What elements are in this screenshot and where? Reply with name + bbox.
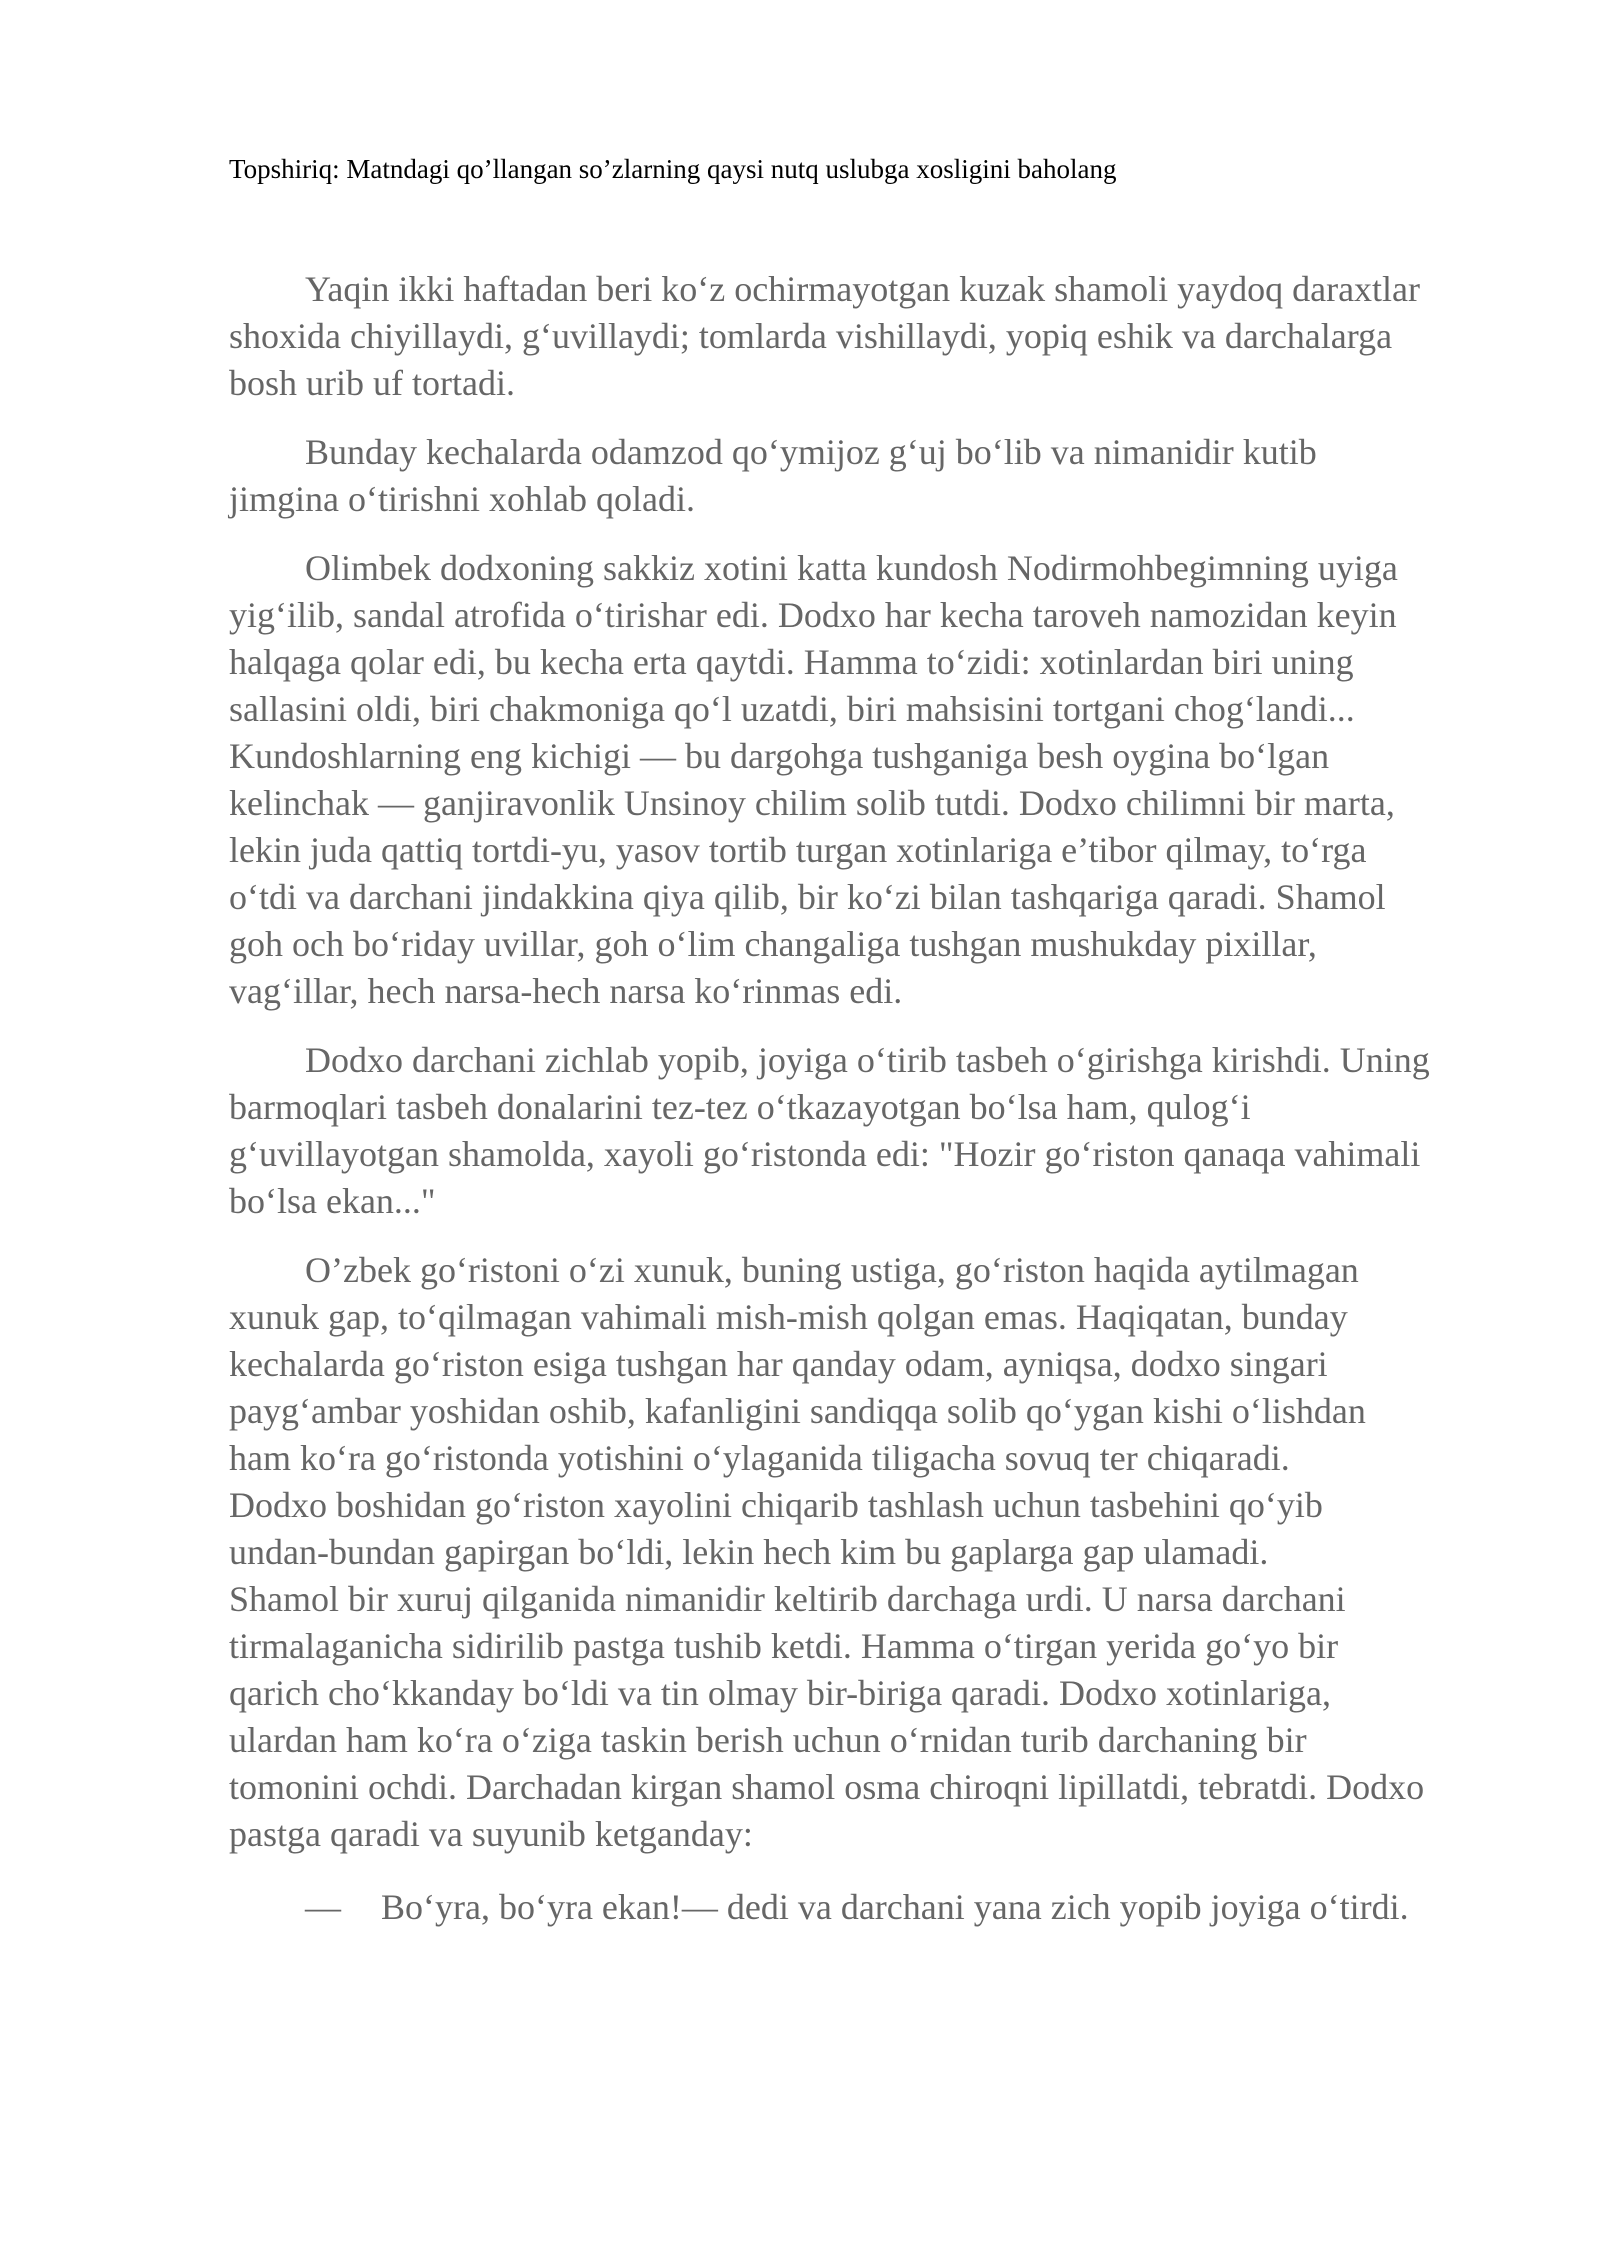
- text-line: payg‘ambar yoshidan oshib, kafanligini sandiqqa solib qo‘ygan kishi o‘lishdan: [229, 1391, 1366, 1431]
- paragraph-2: [229, 429, 1499, 523]
- text-line: bosh urib uf tortadi.: [229, 363, 515, 403]
- text-line: O’zbek go‘ristoni o‘zi xunuk, buning ustiga, go‘riston haqida aytilmagan: [305, 1250, 1359, 1290]
- text-line: pastga qaradi va suyunib ketganday:: [229, 1814, 753, 1854]
- text-line: o‘tdi va darchani jindakkina qiya qilib, bir ko‘zi bilan tashqariga qaradi. Shamol: [229, 877, 1386, 917]
- paragraph-5: [229, 1247, 1499, 1858]
- text-line: g‘uvillayotgan shamolda, xayoli go‘ristonda edi: "Hozir go‘riston qanaqa vahimali: [229, 1134, 1421, 1174]
- paragraph-3: [229, 545, 1499, 1015]
- text-line: jimgina o‘tirishni xohlab qoladi.: [229, 479, 695, 519]
- paragraph-1: [229, 266, 1499, 407]
- text-line: shoxida chiyillaydi, g‘uvillaydi; tomlarda vishillaydi, yopiq eshik va darchalarga: [229, 316, 1393, 356]
- text-line: lekin juda qattiq tortdi-yu, yasov tortib turgan xotinlariga e’tibor qilmay, to‘rga: [229, 830, 1367, 870]
- text-line: kechalarda go‘riston esiga tushgan har qanday odam, ayniqsa, dodxo singari: [229, 1344, 1328, 1384]
- text-line: Kundoshlarning eng kichigi — bu dargohga tushganiga besh oygina bo‘lgan: [229, 736, 1330, 776]
- text-line: qarich cho‘kkanday bo‘ldi va tin olmay bir-biriga qaradi. Dodxo xotinlariga,: [229, 1673, 1331, 1713]
- dialogue-dash: —: [305, 1887, 341, 1927]
- text-line: sallasini oldi, biri chakmoniga qo‘l uzatdi, biri mahsisini tortgani chog‘landi...: [229, 689, 1355, 729]
- text-line: halqaga qolar edi, bu kecha erta qaytdi. Hamma to‘zidi: xotinlardan biri uning: [229, 642, 1354, 682]
- text-line: Bunday kechalarda odamzod qo‘ymijoz g‘uj bo‘lib va nimanidir kutib: [305, 432, 1317, 472]
- text-line: kelinchak — ganjiravonlik Unsinoy chilim solib tutdi. Dodxo chilimni bir marta,: [229, 783, 1395, 823]
- text-line: barmoqlari tasbeh donalarini tez-tez o‘tkazayotgan bo‘lsa ham, qulog‘i: [229, 1087, 1251, 1127]
- text-line: Dodxo darchani zichlab yopib, joyiga o‘tirib tasbeh o‘girishga kirishdi. Uning: [305, 1040, 1430, 1080]
- paragraph-4: [229, 1037, 1499, 1225]
- text-line: ulardan ham ko‘ra o‘ziga taskin berish uchun o‘rnidan turib darchaning bir: [229, 1720, 1307, 1760]
- text-line: vag‘illar, hech narsa-hech narsa ko‘rinmas edi.: [229, 971, 903, 1011]
- text-line: ham ko‘ra go‘ristonda yotishini o‘ylaganida tiligacha sovuq ter chiqaradi.: [229, 1438, 1290, 1478]
- text-line: xunuk gap, to‘qilmagan vahimali mish-mish qolgan emas. Haqiqatan, bunday: [229, 1297, 1348, 1337]
- dialogue-text: Bo‘yra, bo‘yra ekan!— dedi va darchani yana zich yopib joyiga o‘tirdi.: [381, 1887, 1409, 1927]
- dialogue-line: [229, 1884, 1499, 1931]
- text-line: yig‘ilib, sandal atrofida o‘tirishar edi. Dodxo har kecha taroveh namozidan keyin: [229, 595, 1397, 635]
- text-line: goh och bo‘riday uvillar, goh o‘lim changaliga tushgan mushukday pixillar,: [229, 924, 1317, 964]
- text-line: tirmalaganicha sidirilib pastga tushib ketdi. Hamma o‘tirgan yerida go‘yo bir: [229, 1626, 1339, 1666]
- text-line: tomonini ochdi. Darchadan kirgan shamol osma chiroqni lipillatdi, tebratdi. Dodxo: [229, 1767, 1425, 1807]
- task-heading: Topshiriq: Matndagi qo’llangan so’zlarning qaysi nutq uslubga xosligini baholang: [229, 154, 1117, 184]
- text-line: Dodxo boshidan go‘riston xayolini chiqarib tashlash uchun tasbehini qo‘yib: [229, 1485, 1323, 1525]
- text-line: undan-bundan gapirgan bo‘ldi, lekin hech kim bu gaplarga gap ulamadi.: [229, 1532, 1269, 1572]
- story-text: [229, 266, 1499, 1931]
- text-line: Olimbek dodxoning sakkiz xotini katta kundosh Nodirmohbegimning uyiga: [305, 548, 1398, 588]
- text-line: Shamol bir xuruj qilganida nimanidir keltirib darchaga urdi. U narsa darchani: [229, 1579, 1346, 1619]
- text-line: Yaqin ikki haftadan beri ko‘z ochirmayotgan kuzak shamoli yaydoq daraxtlar: [305, 269, 1421, 309]
- text-line: bo‘lsa ekan...": [229, 1181, 436, 1221]
